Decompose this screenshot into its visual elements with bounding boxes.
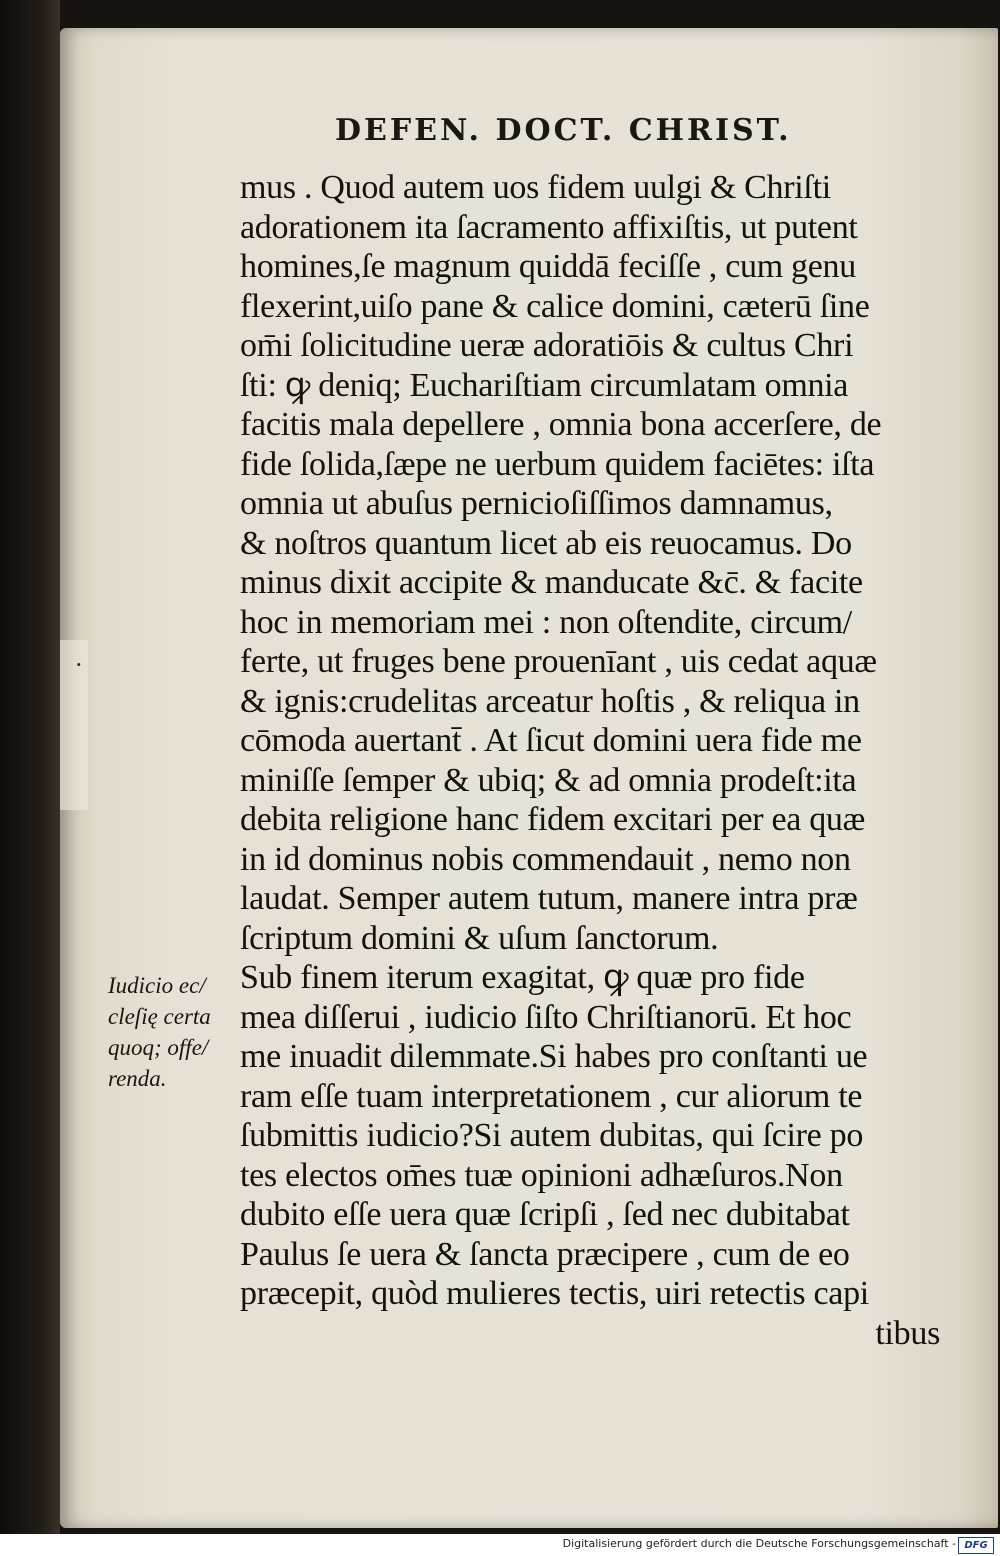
text-line: ſubmittis iudicio?Si autem dubitas, qui ſcire po: [240, 1117, 864, 1154]
text-line: hoc in memoriam mei : non oſtendite, circum/: [240, 603, 852, 641]
text-line: dubito eſſe uera quæ ſcripſi , ſed nec dubitabat: [240, 1196, 850, 1233]
text-line: om̄i ſolicitudine ueræ adoratiōis & cultus Chri: [240, 327, 854, 364]
text-line: facitis mala depellere , omnia bona accerſere, de: [240, 406, 882, 443]
text-line: & ignis:crudelitas arceatur hoſtis , & reliqua in: [240, 682, 860, 720]
main-text-block: [240, 168, 950, 1353]
digitization-footer: [0, 1534, 1000, 1556]
text-line: cōmoda auertant̄ . At ſicut domini uera fide me: [240, 722, 862, 759]
dfg-logo[interactable]: DFG: [958, 1537, 994, 1554]
margin-note: [108, 970, 238, 1094]
text-line: Sub finem iterum exagitat, ꝙ quæ pro fide: [240, 959, 805, 996]
text-line: ferte, ut fruges bene prouenīant , uis cedat aquæ: [240, 643, 877, 680]
text-line: mea diſſerui , iudicio ſiſto Chriſtianorū. Et hoc: [240, 998, 852, 1036]
text-line: ram eſſe tuam interpretationem , cur aliorum te: [240, 1077, 863, 1115]
book-binding-shadow: [0, 0, 60, 1556]
text-line: ſcriptum domini & uſum ſanctorum.: [240, 919, 719, 957]
catchword: tibus: [875, 1314, 940, 1352]
text-line: fide ſolida,ſæpe ne uerbum quidem faciētes: iſta: [240, 445, 875, 483]
text-line: me inuadit dilemmate.Si habes pro conſtanti ue: [240, 1038, 868, 1075]
funding-credit: Digitalisierung gefördert durch die Deutsche Forschungsgemeinschaft -: [562, 1537, 956, 1550]
margin-note-line: renda.: [108, 1066, 167, 1091]
text-line: mus . Quod autem uos fidem uulgi & Chriſti: [240, 169, 831, 206]
margin-note-line: Iudicio ec/: [108, 973, 206, 998]
bleed-mark: ·: [76, 655, 82, 674]
text-line: adorationem ita ſacramento affixiſtis, ut putent: [240, 208, 858, 246]
text-line: præcepit, quòd mulieres tectis, uiri retectis capi: [240, 1275, 869, 1312]
text-line: & noſtros quantum licet ab eis reuocamus. Do: [240, 524, 852, 562]
text-line: flexerint,uiſo pane & calice domini, cæterū ſine: [240, 287, 870, 325]
text-line: in id dominus nobis commendauit , nemo non: [240, 840, 851, 878]
text-line: omnia ut abuſus pernicioſiſſimos damnamus,: [240, 485, 833, 522]
text-line: laudat. Semper autem tutum, manere intra præ: [240, 880, 858, 917]
text-line: tes electos om̄es tuæ opinioni adhæſuros.Non: [240, 1156, 843, 1194]
text-line: homines,ſe magnum quiddā feciſſe , cum genu: [240, 248, 856, 285]
text-line: miniſſe ſemper & ubiq; & ad omnia prodeſt:ita: [240, 761, 857, 799]
margin-note-line: quoq; offe/: [108, 1035, 209, 1060]
text-line: minus dixit accipite & manducate &c̄. & facite: [240, 564, 863, 601]
running-title: DEFEN. DOCT. CHRIST.: [335, 113, 792, 148]
text-line: Paulus ſe uera & ſancta præcipere , cum de eo: [240, 1235, 850, 1273]
margin-note-line: cleſię certa: [108, 1004, 211, 1029]
text-line: ſti: ꝙ deniq; Euchariſtiam circumlatam omnia: [240, 366, 849, 404]
text-line: debita religione hanc fidem excitari per ea quæ: [240, 801, 866, 838]
facing-leaf-edge: [60, 640, 88, 810]
